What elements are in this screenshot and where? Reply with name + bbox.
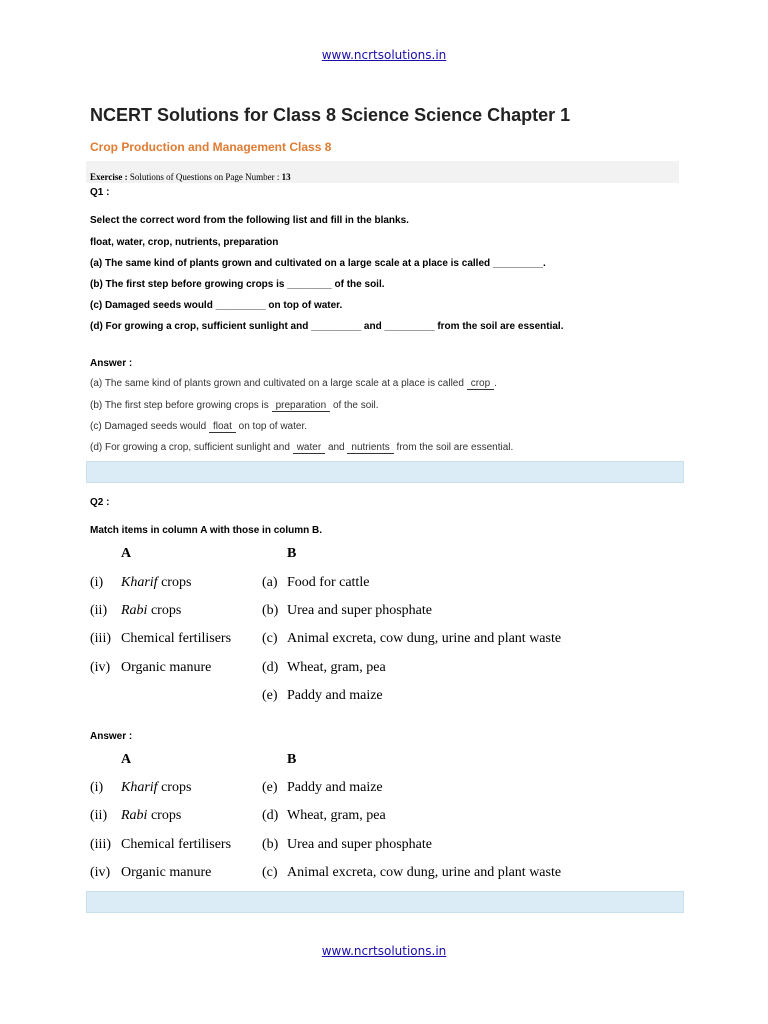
column-b-item: Food for cattle — [287, 575, 370, 590]
column-b-letter: (d) — [262, 660, 279, 675]
column-b-letter: (e) — [262, 780, 278, 795]
page-title: NCERT Solutions for Class 8 Science Science Chapter 1 — [90, 105, 571, 125]
column-b-letter: (e) — [262, 688, 278, 703]
column-b-item: Animal excreta, cow dung, urine and plant waste — [287, 865, 562, 880]
exercise-text: Solutions of Questions on Page Number : — [129, 172, 280, 182]
q1-answer-d: (d) For growing a crop, sufficient sunlight and water and nutrients from the soil are essential. — [90, 442, 514, 453]
column-b-letter: (b) — [262, 837, 279, 852]
divider-bar — [86, 891, 684, 913]
q1-item-c: (c) Damaged seeds would _________ on top of water. — [90, 300, 343, 311]
row-number: (i) — [90, 780, 104, 795]
column-a-item: Rabi crops — [121, 603, 182, 618]
column-a-header: A — [121, 546, 132, 561]
column-b-item: Wheat, gram, pea — [287, 808, 386, 823]
column-b-item: Paddy and maize — [287, 688, 383, 703]
row-number: (ii) — [90, 603, 108, 618]
row-number: (iv) — [90, 865, 111, 880]
q2-label: Q2 : — [90, 497, 110, 508]
column-b-item: Urea and super phosphate — [287, 837, 433, 852]
answer-blank: preparation — [272, 400, 331, 412]
column-b-letter: (c) — [262, 631, 278, 646]
column-b-item: Wheat, gram, pea — [287, 660, 386, 675]
column-a-item: Chemical fertilisers — [121, 837, 232, 852]
q2-instruction: Match items in column A with those in column B. — [90, 525, 323, 536]
column-b-letter: (d) — [262, 808, 279, 823]
row-number: (iii) — [90, 631, 111, 646]
q1-instruction: Select the correct word from the following list and fill in the blanks. — [90, 215, 409, 226]
column-b-letter: (b) — [262, 603, 279, 618]
row-number: (iv) — [90, 660, 111, 675]
q1-answer-a: (a) The same kind of plants grown and cultivated on a large scale at a place is called crop . — [90, 378, 497, 389]
row-number: (ii) — [90, 808, 108, 823]
column-b-header: B — [287, 546, 297, 561]
q1-item-d: (d) For growing a crop, sufficient sunlight and _________ and _________ from the soil are essential. — [90, 321, 564, 332]
column-a-item: Organic manure — [121, 660, 212, 675]
page-subtitle: Crop Production and Management Class 8 — [90, 140, 332, 154]
column-b-item: Urea and super phosphate — [287, 603, 433, 618]
q1-answer-c: (c) Damaged seeds would float on top of water. — [90, 421, 308, 432]
row-number: (iii) — [90, 837, 111, 852]
column-a-item: Organic manure — [121, 865, 212, 880]
row-number: (i) — [90, 575, 104, 590]
exercise-label: Exercise : — [90, 172, 128, 182]
q1-label: Q1 : — [90, 187, 110, 198]
answer-column-b-header: B — [287, 752, 297, 767]
column-a-item: Rabi crops — [121, 808, 182, 823]
q1-answer-b: (b) The first step before growing crops is preparation of the soil. — [90, 400, 379, 411]
column-b-letter: (a) — [262, 575, 278, 590]
header-site-link[interactable]: www.ncrtsolutions.in — [321, 48, 447, 62]
column-b-item: Animal excreta, cow dung, urine and plant waste — [287, 631, 562, 646]
column-a-item: Kharif crops — [121, 575, 192, 590]
column-a-item: Kharif crops — [121, 780, 192, 795]
exercise-info — [90, 172, 291, 182]
divider-bar — [86, 461, 684, 483]
column-b-item: Paddy and maize — [287, 780, 383, 795]
q1-word-list: float, water, crop, nutrients, preparation — [90, 237, 279, 248]
footer-site-link[interactable]: www.ncrtsolutions.in — [321, 944, 447, 958]
column-a-item: Chemical fertilisers — [121, 631, 232, 646]
exercise-page-number: 13 — [281, 172, 291, 182]
answer-blank: nutrients — [347, 442, 393, 454]
q2-answer-label: Answer : — [90, 731, 133, 742]
answer-blank: float — [209, 421, 236, 433]
answer-column-a-header: A — [121, 752, 132, 767]
q1-item-a: (a) The same kind of plants grown and cultivated on a large scale at a place is called _________. — [90, 258, 546, 269]
answer-blank: crop — [467, 378, 494, 390]
answer-blank: water — [293, 442, 325, 454]
q1-answer-label: Answer : — [90, 358, 133, 369]
q1-item-b: (b) The first step before growing crops is ________ of the soil. — [90, 279, 385, 290]
column-b-letter: (c) — [262, 865, 278, 880]
